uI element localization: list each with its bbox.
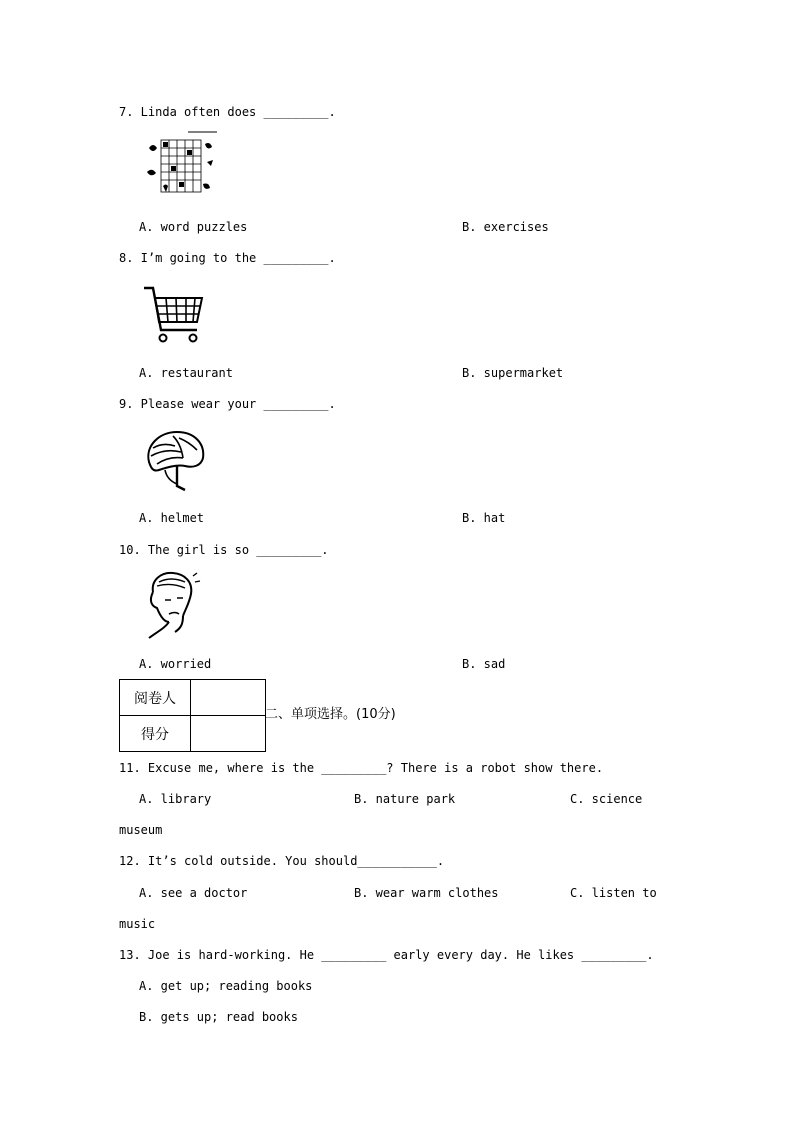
q11-option-a[interactable]: A. library [139,792,212,806]
reviewer-cell[interactable] [191,680,266,716]
q8-option-b[interactable]: B. supermarket [462,366,564,380]
q12-option-c-continued: music [119,917,156,931]
q11-option-c[interactable]: C. science [570,792,643,806]
question-12-stem: 12. It’s cold outside. You should___________. [119,854,445,868]
score-cell[interactable] [191,716,266,752]
q9-option-b[interactable]: B. hat [462,511,506,525]
q13-option-a[interactable]: A. get up; reading books [139,979,313,993]
q7-option-b[interactable]: B. exercises [462,220,549,234]
q13-option-b[interactable]: B. gets up; read books [139,1010,298,1024]
question-8-stem: 8. I’m going to the _________. [119,251,336,265]
q7-option-a[interactable]: A. word puzzles [139,220,248,234]
q10-option-a[interactable]: A. worried [139,657,212,671]
section-title: 二、单项选择。(10分) [265,707,396,722]
helmet-icon [143,428,207,494]
girl-face-icon [143,570,201,642]
q12-option-b[interactable]: B. wear warm clothes [354,886,499,900]
score-box [119,679,266,752]
q12-option-c[interactable]: C. listen to [570,886,657,900]
question-9-stem: 9. Please wear your _________. [119,397,336,411]
question-7-stem: 7. Linda often does _________. [119,105,336,119]
question-10-stem: 10. The girl is so _________. [119,543,329,557]
q8-option-a[interactable]: A. restaurant [139,366,233,380]
crossword-puzzle-icon [143,128,217,198]
question-13-stem: 13. Joe is hard-working. He _________ early every day. He likes _________. [119,948,654,962]
q10-option-b[interactable]: B. sad [462,657,506,671]
question-11-stem: 11. Excuse me, where is the _________? There is a robot show there. [119,761,604,775]
q11-option-c-continued: museum [119,823,163,837]
q12-option-a[interactable]: A. see a doctor [139,886,248,900]
reviewer-label: 阅卷人 [120,680,191,716]
score-label: 得分 [120,716,191,752]
q9-option-a[interactable]: A. helmet [139,511,205,525]
q11-option-b[interactable]: B. nature park [354,792,456,806]
shopping-cart-icon [141,282,207,346]
